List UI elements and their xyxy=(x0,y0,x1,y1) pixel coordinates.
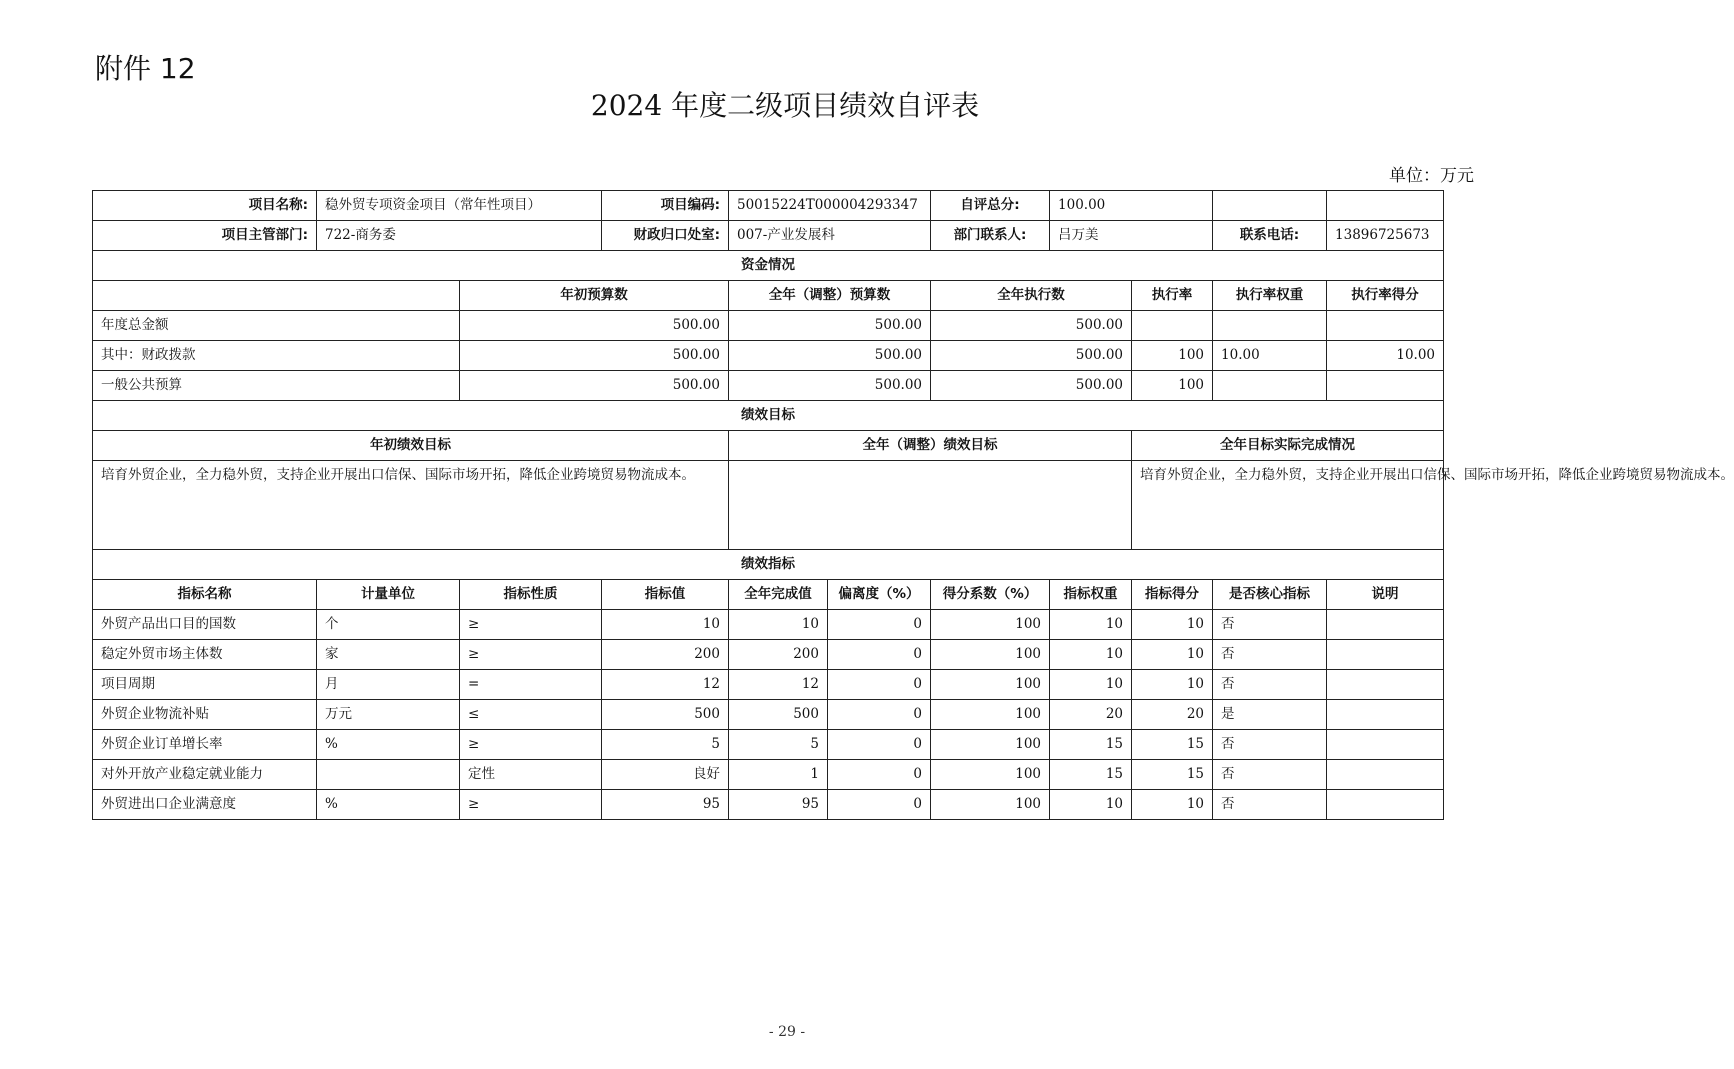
goals-header-row xyxy=(93,431,1444,461)
ind-target: 5 xyxy=(602,730,729,760)
ind-score: 10 xyxy=(1132,610,1213,640)
ind-header-name: 指标名称 xyxy=(93,580,317,610)
ind-target: 95 xyxy=(602,790,729,820)
funds-rate: 100 xyxy=(1132,341,1213,371)
project-name-value: 稳外贸专项资金项目（常年性项目） xyxy=(317,191,602,221)
ind-nature: ≥ xyxy=(460,730,602,760)
funds-initial: 500.00 xyxy=(460,311,729,341)
empty-cell xyxy=(1327,191,1444,221)
ind-target: 500 xyxy=(602,700,729,730)
ind-target: 10 xyxy=(602,610,729,640)
attachment-label: 附件 12 xyxy=(95,52,196,85)
ind-weight: 10 xyxy=(1050,790,1132,820)
ind-unit: % xyxy=(317,730,460,760)
ind-coef: 100 xyxy=(931,700,1050,730)
funds-executed: 500.00 xyxy=(931,341,1132,371)
funds-header-initial: 年初预算数 xyxy=(460,281,729,311)
goals-content-row xyxy=(93,461,1444,550)
contact-value: 吕万美 xyxy=(1050,221,1213,251)
funds-score: 10.00 xyxy=(1327,341,1444,371)
ind-weight: 10 xyxy=(1050,610,1132,640)
ind-name: 项目周期 xyxy=(93,670,317,700)
ind-score: 10 xyxy=(1132,640,1213,670)
indicator-row xyxy=(93,670,1444,700)
ind-actual: 12 xyxy=(729,670,828,700)
funds-header-weight: 执行率权重 xyxy=(1213,281,1327,311)
ind-deviation: 0 xyxy=(828,700,931,730)
ind-deviation: 0 xyxy=(828,640,931,670)
phone-value: 13896725673 xyxy=(1327,221,1444,251)
ind-name: 对外开放产业稳定就业能力 xyxy=(93,760,317,790)
ind-score: 20 xyxy=(1132,700,1213,730)
funds-name: 年度总金额 xyxy=(93,311,460,341)
ind-deviation: 0 xyxy=(828,610,931,640)
ind-note xyxy=(1327,730,1444,760)
page-number: - 29 - xyxy=(768,1024,806,1040)
indicators-header-row xyxy=(93,580,1444,610)
ind-name: 外贸进出口企业满意度 xyxy=(93,790,317,820)
funds-row xyxy=(93,341,1444,371)
funds-score xyxy=(1327,371,1444,401)
ind-coef: 100 xyxy=(931,640,1050,670)
ind-target: 12 xyxy=(602,670,729,700)
ind-core: 否 xyxy=(1213,730,1327,760)
ind-weight: 15 xyxy=(1050,760,1132,790)
funds-weight xyxy=(1213,311,1327,341)
evaluation-table xyxy=(92,190,1734,820)
ind-name: 外贸企业物流补贴 xyxy=(93,700,317,730)
funds-initial: 500.00 xyxy=(460,341,729,371)
goals-header-actual: 全年目标实际完成情况 xyxy=(1132,431,1444,461)
ind-header-score: 指标得分 xyxy=(1132,580,1213,610)
funds-name: 其中：财政拨款 xyxy=(93,341,460,371)
ind-deviation: 0 xyxy=(828,670,931,700)
ind-header-weight: 指标权重 xyxy=(1050,580,1132,610)
ind-header-nature: 指标性质 xyxy=(460,580,602,610)
ind-coef: 100 xyxy=(931,760,1050,790)
funds-rate: 100 xyxy=(1132,371,1213,401)
funds-name: 一般公共预算 xyxy=(93,371,460,401)
ind-nature: ≤ xyxy=(460,700,602,730)
goals-initial-text: 培育外贸企业，全力稳外贸，支持企业开展出口信保、国际市场开拓，降低企业跨境贸易物流成本。 xyxy=(93,461,729,550)
ind-core: 否 xyxy=(1213,640,1327,670)
funds-executed: 500.00 xyxy=(931,311,1132,341)
ind-name: 外贸企业订单增长率 xyxy=(93,730,317,760)
goals-header-initial: 年初绩效目标 xyxy=(93,431,729,461)
funds-adjusted: 500.00 xyxy=(729,311,931,341)
ind-note xyxy=(1327,760,1444,790)
funds-section-title: 资金情况 xyxy=(93,251,1444,281)
funds-initial: 500.00 xyxy=(460,371,729,401)
ind-actual: 10 xyxy=(729,610,828,640)
ind-nature: 定性 xyxy=(460,760,602,790)
ind-nature: = xyxy=(460,670,602,700)
ind-weight: 10 xyxy=(1050,670,1132,700)
ind-note xyxy=(1327,670,1444,700)
ind-deviation: 0 xyxy=(828,730,931,760)
ind-deviation: 0 xyxy=(828,790,931,820)
ind-core: 否 xyxy=(1213,610,1327,640)
ind-header-note: 说明 xyxy=(1327,580,1444,610)
funds-rate xyxy=(1132,311,1213,341)
ind-core: 否 xyxy=(1213,670,1327,700)
funds-section-row xyxy=(93,251,1444,281)
ind-core: 否 xyxy=(1213,790,1327,820)
ind-actual: 200 xyxy=(729,640,828,670)
funds-executed: 500.00 xyxy=(931,371,1132,401)
funds-header-blank xyxy=(93,281,460,311)
ind-core: 是 xyxy=(1213,700,1327,730)
ind-coef: 100 xyxy=(931,790,1050,820)
ind-weight: 15 xyxy=(1050,730,1132,760)
ind-unit: 家 xyxy=(317,640,460,670)
dept-label: 项目主管部门: xyxy=(93,221,317,251)
ind-score: 10 xyxy=(1132,790,1213,820)
goals-actual-text: 培育外贸企业，全力稳外贸，支持企业开展出口信保、国际市场开拓，降低企业跨境贸易物流成本。 xyxy=(1132,461,1444,550)
funds-header-executed: 全年执行数 xyxy=(931,281,1132,311)
funds-weight: 10.00 xyxy=(1213,341,1327,371)
ind-nature: ≥ xyxy=(460,790,602,820)
funds-header-adjusted: 全年（调整）预算数 xyxy=(729,281,931,311)
unit-label: 单位：万元 xyxy=(1389,166,1474,186)
ind-header-deviation: 偏离度（%） xyxy=(828,580,931,610)
ind-header-unit: 计量单位 xyxy=(317,580,460,610)
info-row-2 xyxy=(93,221,1444,251)
ind-header-coef: 得分系数（%） xyxy=(931,580,1050,610)
finance-office-value: 007-产业发展科 xyxy=(729,221,931,251)
goals-header-adjusted: 全年（调整）绩效目标 xyxy=(729,431,1132,461)
ind-coef: 100 xyxy=(931,610,1050,640)
ind-actual: 500 xyxy=(729,700,828,730)
funds-header-score: 执行率得分 xyxy=(1327,281,1444,311)
ind-header-target: 指标值 xyxy=(602,580,729,610)
ind-nature: ≥ xyxy=(460,640,602,670)
ind-note xyxy=(1327,790,1444,820)
funds-row xyxy=(93,311,1444,341)
self-score-label: 自评总分: xyxy=(931,191,1050,221)
info-row-1 xyxy=(93,191,1444,221)
funds-score xyxy=(1327,311,1444,341)
empty-cell xyxy=(1213,191,1327,221)
ind-header-core: 是否核心指标 xyxy=(1213,580,1327,610)
ind-note xyxy=(1327,610,1444,640)
funds-header-row xyxy=(93,281,1444,311)
finance-office-label: 财政归口处室: xyxy=(602,221,729,251)
funds-row xyxy=(93,371,1444,401)
goals-adjusted-text xyxy=(729,461,1132,550)
ind-target: 良好 xyxy=(602,760,729,790)
indicator-row xyxy=(93,700,1444,730)
funds-adjusted: 500.00 xyxy=(729,341,931,371)
indicators-section-row xyxy=(93,550,1444,580)
ind-score: 15 xyxy=(1132,760,1213,790)
ind-note xyxy=(1327,700,1444,730)
ind-nature: ≥ xyxy=(460,610,602,640)
indicator-row xyxy=(93,640,1444,670)
indicator-row xyxy=(93,730,1444,760)
funds-weight xyxy=(1213,371,1327,401)
indicator-row xyxy=(93,760,1444,790)
self-score-value: 100.00 xyxy=(1050,191,1213,221)
ind-unit: % xyxy=(317,790,460,820)
ind-unit: 月 xyxy=(317,670,460,700)
ind-weight: 10 xyxy=(1050,640,1132,670)
page-title: 2024 年度二级项目绩效自评表 xyxy=(590,89,980,122)
phone-label: 联系电话: xyxy=(1213,221,1327,251)
ind-coef: 100 xyxy=(931,730,1050,760)
ind-header-actual: 全年完成值 xyxy=(729,580,828,610)
contact-label: 部门联系人: xyxy=(931,221,1050,251)
ind-score: 15 xyxy=(1132,730,1213,760)
funds-adjusted: 500.00 xyxy=(729,371,931,401)
funds-header-rate: 执行率 xyxy=(1132,281,1213,311)
indicator-row xyxy=(93,610,1444,640)
goals-section-row xyxy=(93,401,1444,431)
goals-section-title: 绩效目标 xyxy=(93,401,1444,431)
ind-target: 200 xyxy=(602,640,729,670)
ind-score: 10 xyxy=(1132,670,1213,700)
ind-unit xyxy=(317,760,460,790)
ind-note xyxy=(1327,640,1444,670)
ind-unit: 万元 xyxy=(317,700,460,730)
project-name-label: 项目名称: xyxy=(93,191,317,221)
ind-actual: 1 xyxy=(729,760,828,790)
ind-name: 外贸产品出口目的国数 xyxy=(93,610,317,640)
indicators-section-title: 绩效指标 xyxy=(93,550,1444,580)
ind-core: 否 xyxy=(1213,760,1327,790)
ind-deviation: 0 xyxy=(828,760,931,790)
ind-actual: 95 xyxy=(729,790,828,820)
project-code-value: 50015224T000004293347 xyxy=(729,191,931,221)
ind-coef: 100 xyxy=(931,670,1050,700)
ind-weight: 20 xyxy=(1050,700,1132,730)
ind-unit: 个 xyxy=(317,610,460,640)
ind-name: 稳定外贸市场主体数 xyxy=(93,640,317,670)
ind-actual: 5 xyxy=(729,730,828,760)
project-code-label: 项目编码: xyxy=(602,191,729,221)
dept-value: 722-商务委 xyxy=(317,221,602,251)
indicator-row xyxy=(93,790,1444,820)
